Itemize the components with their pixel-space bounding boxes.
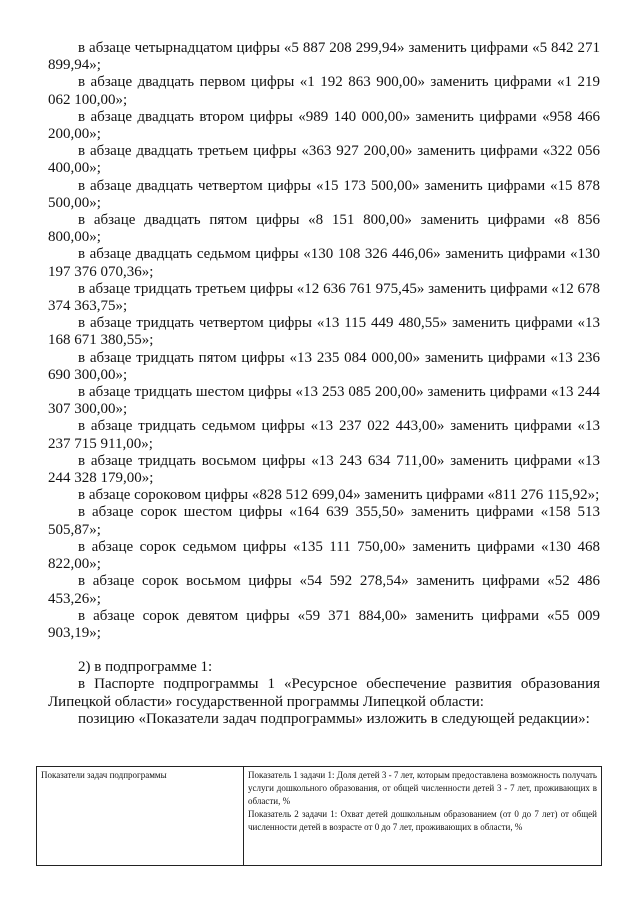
amendment-paragraph: в абзаце тридцать четвертом цифры «13 115 449 480,55» заменить цифрами «13 168 671 380,55»; [48,315,600,349]
amendment-paragraph: в абзаце тридцать третьем цифры «12 636 761 975,45» заменить цифрами «12 678 374 363,75»; [48,280,600,315]
indicator-values-cell [244,767,602,866]
document-body [48,40,600,728]
amendment-paragraph: в абзаце двадцать первом цифры «1 192 863 900,00» заменить цифрами «1 219 062 100,00»; [48,74,600,108]
amendment-paragraph: в абзаце двадцать третьем цифры «363 927 200,00» заменить цифрами «322 056 400,00»; [48,143,600,177]
amendment-paragraph: в абзаце сорок девятом цифры «59 371 884,00» заменить цифрами «55 009 903,19»; [48,607,600,641]
amendment-paragraph: в абзаце двадцать четвертом цифры «15 173 500,00» заменить цифрами «15 878 500,00»; [48,177,600,211]
amendment-paragraph: в абзаце четырнадцатом цифры «5 887 208 299,94» заменить цифрами «5 842 271 899,94»; [48,40,600,74]
amendment-paragraph: в абзаце двадцать втором цифры «989 140 000,00» заменить цифрами «958 466 200,00»; [48,108,600,143]
paragraph-spacer [48,642,600,659]
table-row [37,767,602,866]
amendment-paragraph: в абзаце тридцать шестом цифры «13 253 085 200,00» заменить цифрами «13 244 307 300,00»; [48,384,600,418]
amendment-paragraph: в абзаце сорок восьмом цифры «54 592 278,54» заменить цифрами «52 486 453,26»; [48,573,600,607]
position-paragraph: позицию «Показатели задач подпрограммы» изложить в следующей редакции»: [78,710,590,727]
amendment-paragraph: в абзаце сорок седьмом цифры «135 111 750,00» заменить цифрами «130 468 822,00»; [48,538,600,573]
indicator-table [36,766,602,866]
passport-paragraph: в Паспорте подпрограммы 1 «Ресурсное обеспечение развития образования Липецкой области» государственной программы Липецкой области: [48,676,600,710]
amendment-paragraph: в абзаце тридцать седьмом цифры «13 237 022 443,00» заменить цифрами «13 237 715 911,00»; [48,418,600,452]
amendment-paragraph: в абзаце двадцать пятом цифры «8 151 800,00» заменить цифрами «8 856 800,00»; [48,212,600,246]
subprogram-heading: 2) в подпрограмме 1: [78,659,213,676]
amendment-paragraph: в абзаце тридцать пятом цифры «13 235 084 000,00» заменить цифрами «13 236 690 300,00»; [48,349,600,383]
amendment-paragraph: в абзаце сороковом цифры «828 512 699,04» заменить цифрами «811 276 115,92»; [78,487,600,504]
amendment-paragraph: в абзаце двадцать седьмом цифры «130 108 326 446,06» заменить цифрами «130 197 376 070,36»; [48,246,600,280]
indicator-name-cell: Показатели задач подпрограммы [37,767,244,866]
amendment-paragraph: в абзаце сорок шестом цифры «164 639 355,50» заменить цифрами «158 513 505,87»; [48,504,600,538]
indicator-item: Показатель 2 задачи 1: Охват детей дошкольным образованием (от 0 до 7 лет) от общей численности детей в возрасте от 0 до 7 лет, проживающих в области, % [248,809,597,832]
indicator-item: Показатель 1 задачи 1: Доля детей 3 - 7 лет, которым предоставлена возможность получать услуги дошкольного образования, от общей численности детей 3 - 7 лет, проживающих в области, % [248,770,597,806]
amendment-paragraph: в абзаце тридцать восьмом цифры «13 243 634 711,00» заменить цифрами «13 244 328 179,00»; [48,452,600,487]
